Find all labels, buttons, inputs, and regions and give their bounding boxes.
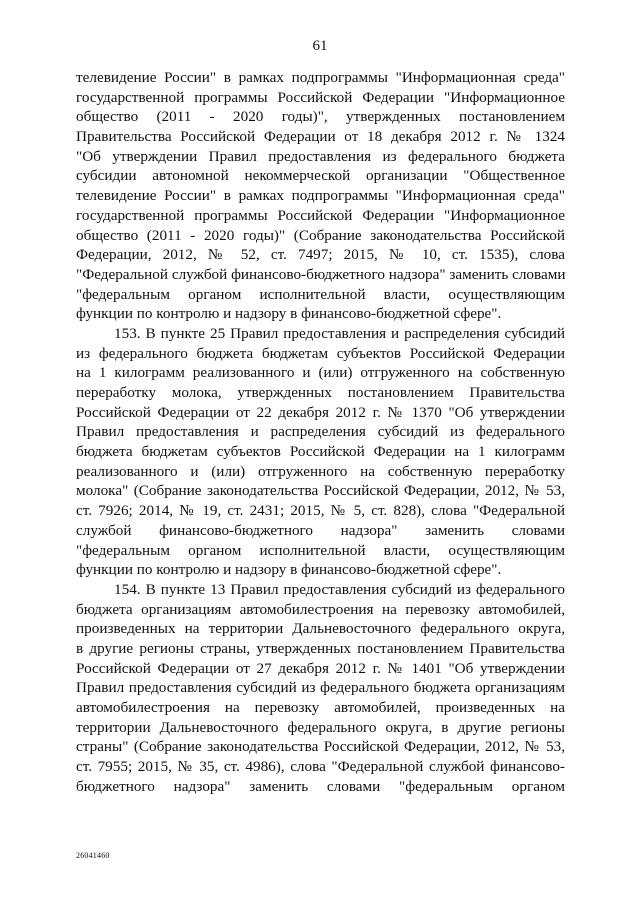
text-line: Правил предоставления и распределения субсидий из федерального bbox=[76, 423, 565, 441]
text-line: молока" (Собрание законодательства Российской Федерации, 2012, № 53, bbox=[76, 482, 565, 500]
text-line: Российской Федерации от 22 декабря 2012 г. № 1370 "Об утверждении bbox=[76, 403, 565, 421]
text-line: государственной программы Российской Федерации "Информационное bbox=[76, 88, 565, 106]
text-line: бюджета бюджетам субъектов Российской Федерации на 1 килограмм bbox=[76, 443, 565, 461]
text-line: общество (2011 - 2020 годы)", утвержденных постановлением bbox=[76, 108, 565, 126]
text-line: Федерации, 2012, № 52, ст. 7497; 2015, № 10, ст. 1535), слова bbox=[76, 246, 565, 264]
text-line: ст. 7955; 2015, № 35, ст. 4986), слова "Федеральной службой финансово- bbox=[76, 758, 565, 776]
paragraph-153-first-line: 153. В пункте 25 Правил предоставления и распределения субсидий bbox=[114, 324, 565, 342]
text-line: государственной программы Российской Федерации "Информационное bbox=[76, 206, 565, 224]
text-line: функции по контролю и надзору в финансово-бюджетной сфере". bbox=[76, 305, 502, 323]
text-line: территории Дальневосточного федерального округа, в другие регионы bbox=[76, 718, 565, 736]
text-line: общество (2011 - 2020 годы)" (Собрание законодательства Российской bbox=[76, 226, 565, 244]
text-line: функции по контролю и надзору в финансово-бюджетной сфере". bbox=[76, 561, 502, 579]
document-code: 26041460 bbox=[76, 851, 110, 860]
text-line: субсидии автономной некоммерческой организации "Общественное bbox=[76, 167, 565, 185]
text-line: "Федеральной службой финансово-бюджетного надзора" заменить словами bbox=[76, 265, 565, 283]
document-body bbox=[76, 68, 565, 796]
text-line: службой финансово-бюджетного надзора" заменить словами bbox=[76, 521, 565, 539]
text-line: переработку молока, утвержденных постановлением Правительства bbox=[76, 384, 565, 401]
text-line: произведенных на территории Дальневосточного федерального округа, bbox=[76, 620, 565, 638]
text-line: ст. 7926; 2014, № 19, ст. 2431; 2015, № 5, ст. 828), слова "Федеральной bbox=[76, 502, 565, 520]
text-line: Правил предоставления субсидий из федерального бюджета организациям bbox=[76, 679, 565, 697]
text-line: реализованного и (или) отгруженного на собственную переработку bbox=[76, 462, 565, 480]
text-line: бюджета организациям автомобилестроения на перевозку автомобилей, bbox=[76, 600, 565, 618]
text-line: автомобилестроения на перевозку автомобилей, произведенных на bbox=[76, 699, 565, 716]
text-line: "федеральным органом исполнительной власти, осуществляющим bbox=[76, 541, 565, 559]
text-line: телевидение России" в рамках подпрограммы "Информационная среда" bbox=[76, 69, 565, 86]
text-line: на 1 килограмм реализованного и (или) отгруженного на собственную bbox=[76, 364, 565, 382]
text-line: бюджетного надзора" заменить словами "федеральным органом bbox=[76, 777, 565, 795]
text-line: "федеральным органом исполнительной власти, осуществляющим bbox=[76, 285, 565, 303]
text-line: из федерального бюджета бюджетам субъектов Российской Федерации bbox=[76, 344, 565, 362]
text-line: Правительства Российской Федерации от 18 декабря 2012 г. № 1324 bbox=[76, 128, 565, 146]
text-line: "Об утверждении Правил предоставления из федерального бюджета bbox=[76, 147, 565, 165]
page-number: 61 bbox=[312, 38, 328, 54]
text-line: страны" (Собрание законодательства Российской Федерации, 2012, № 53, bbox=[76, 738, 565, 756]
text-line: Российской Федерации от 27 декабря 2012 г. № 1401 "Об утверждении bbox=[76, 659, 565, 677]
text-line: телевидение России" в рамках подпрограммы "Информационная среда" bbox=[76, 187, 565, 205]
text-line: в другие регионы страны, утвержденных постановлением Правительства bbox=[76, 639, 565, 657]
paragraph-154-first-line: 154. В пункте 13 Правил предоставления субсидий из федерального bbox=[114, 580, 565, 598]
